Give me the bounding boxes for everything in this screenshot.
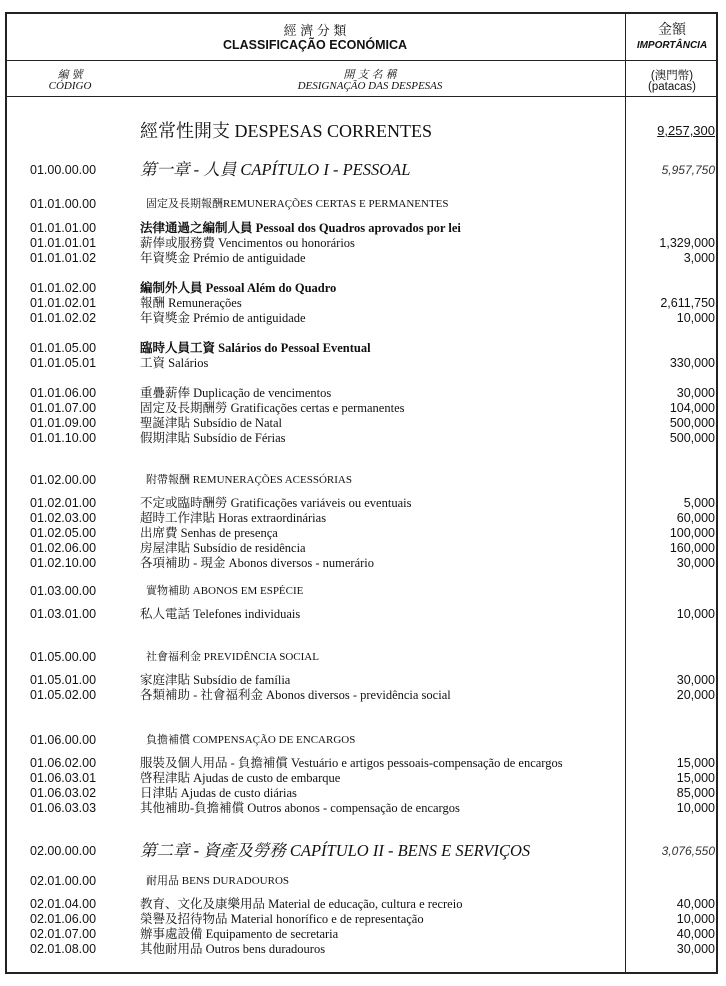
table-row bbox=[0, 250, 726, 266]
row-amount: 9,257,300 bbox=[657, 123, 715, 138]
row-code: 01.01.01.00 bbox=[30, 221, 97, 235]
row-code: 01.06.00.00 bbox=[30, 733, 97, 747]
row-code: 01.01.09.00 bbox=[30, 416, 97, 430]
row-amount: 160,000 bbox=[669, 541, 715, 555]
table-row bbox=[0, 430, 726, 446]
row-code: 01.03.01.00 bbox=[30, 607, 97, 621]
table-row bbox=[0, 220, 726, 236]
row-description: 服裝及個人用品 - 負擔補償 Vestuário e artigos pessoais-compensação de encargos bbox=[140, 756, 563, 770]
row-amount: 100,000 bbox=[669, 526, 715, 540]
row-amount: 30,000 bbox=[676, 673, 715, 687]
amount-zh: 金額 bbox=[658, 21, 686, 37]
row-description: 社會福利金 PREVIDÊNCIA SOCIAL bbox=[146, 651, 319, 663]
row-code: 01.05.02.00 bbox=[30, 688, 97, 702]
row-code: 01.05.00.00 bbox=[30, 650, 97, 664]
row-code: 01.02.06.00 bbox=[30, 541, 97, 555]
row-amount: 15,000 bbox=[676, 756, 715, 770]
table-row bbox=[0, 926, 726, 942]
table-row bbox=[0, 295, 726, 311]
row-amount: 60,000 bbox=[676, 511, 715, 525]
row-amount: 5,000 bbox=[683, 496, 715, 510]
row-amount: 5,957,750 bbox=[661, 163, 715, 177]
row-description: 其他補助-負擔補償 Outros abonos - compensação de encargos bbox=[140, 801, 460, 815]
row-code: 02.01.04.00 bbox=[30, 897, 97, 911]
row-description: 日津貼 Ajudas de custo diárias bbox=[140, 786, 297, 800]
row-code: 01.03.00.00 bbox=[30, 584, 97, 598]
row-description: 固定及長期酬勞 Gratificações certas e permanentes bbox=[140, 401, 405, 415]
row-code: 01.01.05.00 bbox=[30, 341, 97, 355]
amount-pt: IMPORTÂNCIA bbox=[636, 40, 708, 51]
row-amount: 3,000 bbox=[683, 251, 715, 265]
table-row bbox=[0, 495, 726, 511]
row-code: 02.00.00.00 bbox=[30, 844, 97, 858]
row-description: 法律通過之編制人員 Pessoal dos Quadros aprovados por lei bbox=[140, 221, 461, 235]
row-description: 家庭津貼 Subsídio de família bbox=[140, 673, 291, 687]
table-row bbox=[0, 770, 726, 786]
row-code: 01.01.01.01 bbox=[30, 236, 97, 250]
table-row bbox=[0, 400, 726, 416]
table-row bbox=[0, 732, 726, 748]
row-amount: 85,000 bbox=[676, 786, 715, 800]
row-description: 第二章 - 資產及勞務 CAPÍTULO II - BENS E SERVIÇOS bbox=[140, 841, 531, 860]
header-divider bbox=[5, 60, 718, 61]
row-code: 01.06.03.03 bbox=[30, 801, 97, 815]
row-description: 各項補助 - 現金 Abonos diversos - numerário bbox=[140, 556, 374, 570]
row-description: 耐用品 BENS DURADOUROS bbox=[146, 875, 290, 887]
row-description: 出席費 Senhas de presença bbox=[140, 526, 278, 540]
row-code: 01.01.02.00 bbox=[30, 281, 97, 295]
row-code: 01.00.00.00 bbox=[30, 163, 97, 177]
table-row bbox=[0, 510, 726, 526]
table-row bbox=[0, 941, 726, 957]
row-amount: 10,000 bbox=[676, 912, 715, 926]
row-amount: 500,000 bbox=[669, 431, 715, 445]
table-row bbox=[0, 280, 726, 296]
table-row bbox=[0, 896, 726, 912]
row-code: 02.01.08.00 bbox=[30, 942, 97, 956]
table-row bbox=[0, 162, 726, 178]
row-amount: 20,000 bbox=[676, 688, 715, 702]
designation-zh: 開 支 名 稱 bbox=[343, 69, 397, 81]
row-amount: 1,329,000 bbox=[659, 236, 715, 250]
row-description: 假期津貼 Subsídio de Férias bbox=[140, 431, 286, 445]
row-code: 02.01.06.00 bbox=[30, 912, 97, 926]
row-description: 年資獎金 Prémio de antiguidade bbox=[140, 251, 306, 265]
row-description: 經常性開支 DESPESAS CORRENTES bbox=[140, 121, 433, 141]
table-row bbox=[0, 525, 726, 541]
row-description: 實物補助 ABONOS EM ESPÉCIE bbox=[146, 585, 304, 597]
row-description: 不定或臨時酬勞 Gratificações variáveis ou eventuais bbox=[140, 496, 412, 510]
table-row bbox=[0, 843, 726, 859]
table-row bbox=[0, 235, 726, 251]
amount-column-divider bbox=[625, 12, 626, 974]
table-row bbox=[0, 755, 726, 771]
row-code: 01.05.01.00 bbox=[30, 673, 97, 687]
table-row bbox=[0, 873, 726, 889]
row-description: 辦事處設備 Equipamento de secretaria bbox=[140, 927, 339, 941]
table-row bbox=[0, 415, 726, 431]
code-zh: 編 號 bbox=[57, 69, 83, 81]
table-row bbox=[0, 123, 726, 139]
row-code: 01.06.02.00 bbox=[30, 756, 97, 770]
row-description: 私人電話 Telefones individuais bbox=[140, 607, 301, 621]
row-amount: 2,611,750 bbox=[660, 296, 715, 310]
row-description: 聖誕津貼 Subsídio de Natal bbox=[140, 416, 283, 430]
row-description: 附帶報酬 REMUNERAÇÕES ACESSÓRIAS bbox=[146, 474, 352, 486]
row-code: 01.01.02.02 bbox=[30, 311, 97, 325]
row-description: 其他耐用品 Outros bens duradouros bbox=[140, 942, 326, 956]
row-code: 01.06.03.02 bbox=[30, 786, 97, 800]
row-code: 02.01.07.00 bbox=[30, 927, 97, 941]
row-description: 各類補助 - 社會福利金 Abonos diversos - previdência social bbox=[140, 688, 451, 702]
table-row bbox=[0, 472, 726, 488]
row-amount: 10,000 bbox=[676, 607, 715, 621]
row-description: 負擔補償 COMPENSAÇÃO DE ENCARGOS bbox=[146, 734, 356, 746]
row-description: 工資 Salários bbox=[140, 356, 209, 370]
row-code: 01.02.01.00 bbox=[30, 496, 97, 510]
table-row bbox=[0, 555, 726, 571]
table-row bbox=[0, 785, 726, 801]
row-description: 教育、文化及康樂用品 Material de educação, cultura e recreio bbox=[140, 897, 463, 911]
table-row bbox=[0, 355, 726, 371]
row-code: 01.01.01.02 bbox=[30, 251, 97, 265]
row-amount: 500,000 bbox=[669, 416, 715, 430]
row-amount: 30,000 bbox=[676, 942, 715, 956]
table-row bbox=[0, 649, 726, 665]
header-bottom-divider bbox=[5, 96, 718, 97]
row-amount: 30,000 bbox=[676, 556, 715, 570]
row-amount: 30,000 bbox=[676, 386, 715, 400]
row-amount: 40,000 bbox=[676, 927, 715, 941]
table-row bbox=[0, 385, 726, 401]
table-row bbox=[0, 540, 726, 556]
table-row bbox=[0, 196, 726, 212]
row-description: 超時工作津貼 Horas extraordinárias bbox=[140, 511, 327, 525]
table-row bbox=[0, 583, 726, 599]
row-code: 01.01.10.00 bbox=[30, 431, 97, 445]
classification-pt: CLASSIFICAÇÃO ECONÓMICA bbox=[222, 38, 408, 52]
row-description: 第一章 - 人員 CAPÍTULO I - PESSOAL bbox=[140, 160, 411, 179]
row-amount: 40,000 bbox=[676, 897, 715, 911]
table-frame bbox=[5, 12, 718, 974]
currency-pt: (patacas) bbox=[648, 81, 696, 93]
row-description: 房屋津貼 Subsídio de residência bbox=[140, 541, 306, 555]
row-code: 01.02.00.00 bbox=[30, 473, 97, 487]
table-row bbox=[0, 310, 726, 326]
row-code: 01.02.10.00 bbox=[30, 556, 97, 570]
row-amount: 10,000 bbox=[676, 801, 715, 815]
row-code: 01.01.02.01 bbox=[30, 296, 97, 310]
designation-pt: DESIGNAÇÃO DAS DESPESAS bbox=[297, 80, 443, 92]
row-code: 01.01.06.00 bbox=[30, 386, 97, 400]
row-description: 榮譽及招待物品 Material honorífico e de representação bbox=[140, 912, 424, 926]
table-row bbox=[0, 672, 726, 688]
code-pt: CÓDIGO bbox=[48, 80, 92, 92]
row-description: 重疊薪俸 Duplicação de vencimentos bbox=[140, 386, 332, 400]
row-description: 臨時人員工資 Salários do Pessoal Eventual bbox=[140, 341, 371, 355]
row-code: 01.01.00.00 bbox=[30, 197, 97, 211]
row-amount: 330,000 bbox=[669, 356, 715, 370]
row-code: 01.02.05.00 bbox=[30, 526, 97, 540]
row-code: 02.01.00.00 bbox=[30, 874, 97, 888]
row-description: 編制外人員 Pessoal Além do Quadro bbox=[140, 281, 337, 295]
row-description: 啓程津貼 Ajudas de custo de embarque bbox=[140, 771, 341, 785]
table-row bbox=[0, 911, 726, 927]
table-row bbox=[0, 340, 726, 356]
row-code: 01.01.05.01 bbox=[30, 356, 97, 370]
row-amount: 15,000 bbox=[676, 771, 715, 785]
table-row bbox=[0, 687, 726, 703]
row-description: 固定及長期報酬REMUNERAÇÕES CERTAS E PERMANENTES bbox=[146, 198, 449, 210]
row-amount: 104,000 bbox=[669, 401, 715, 415]
row-description: 年資獎金 Prémio de antiguidade bbox=[140, 311, 306, 325]
row-description: 報酬 Remunerações bbox=[140, 296, 242, 310]
table-row bbox=[0, 800, 726, 816]
row-code: 01.01.07.00 bbox=[30, 401, 97, 415]
currency-zh: (澳門幣) bbox=[650, 70, 694, 82]
row-amount: 10,000 bbox=[676, 311, 715, 325]
classification-zh: 經 濟 分 類 bbox=[283, 23, 347, 38]
row-code: 01.06.03.01 bbox=[30, 771, 97, 785]
row-description: 薪俸或服務費 Vencimentos ou honorários bbox=[140, 236, 355, 250]
table-row bbox=[0, 606, 726, 622]
row-amount: 3,076,550 bbox=[661, 844, 715, 858]
row-code: 01.02.03.00 bbox=[30, 511, 97, 525]
